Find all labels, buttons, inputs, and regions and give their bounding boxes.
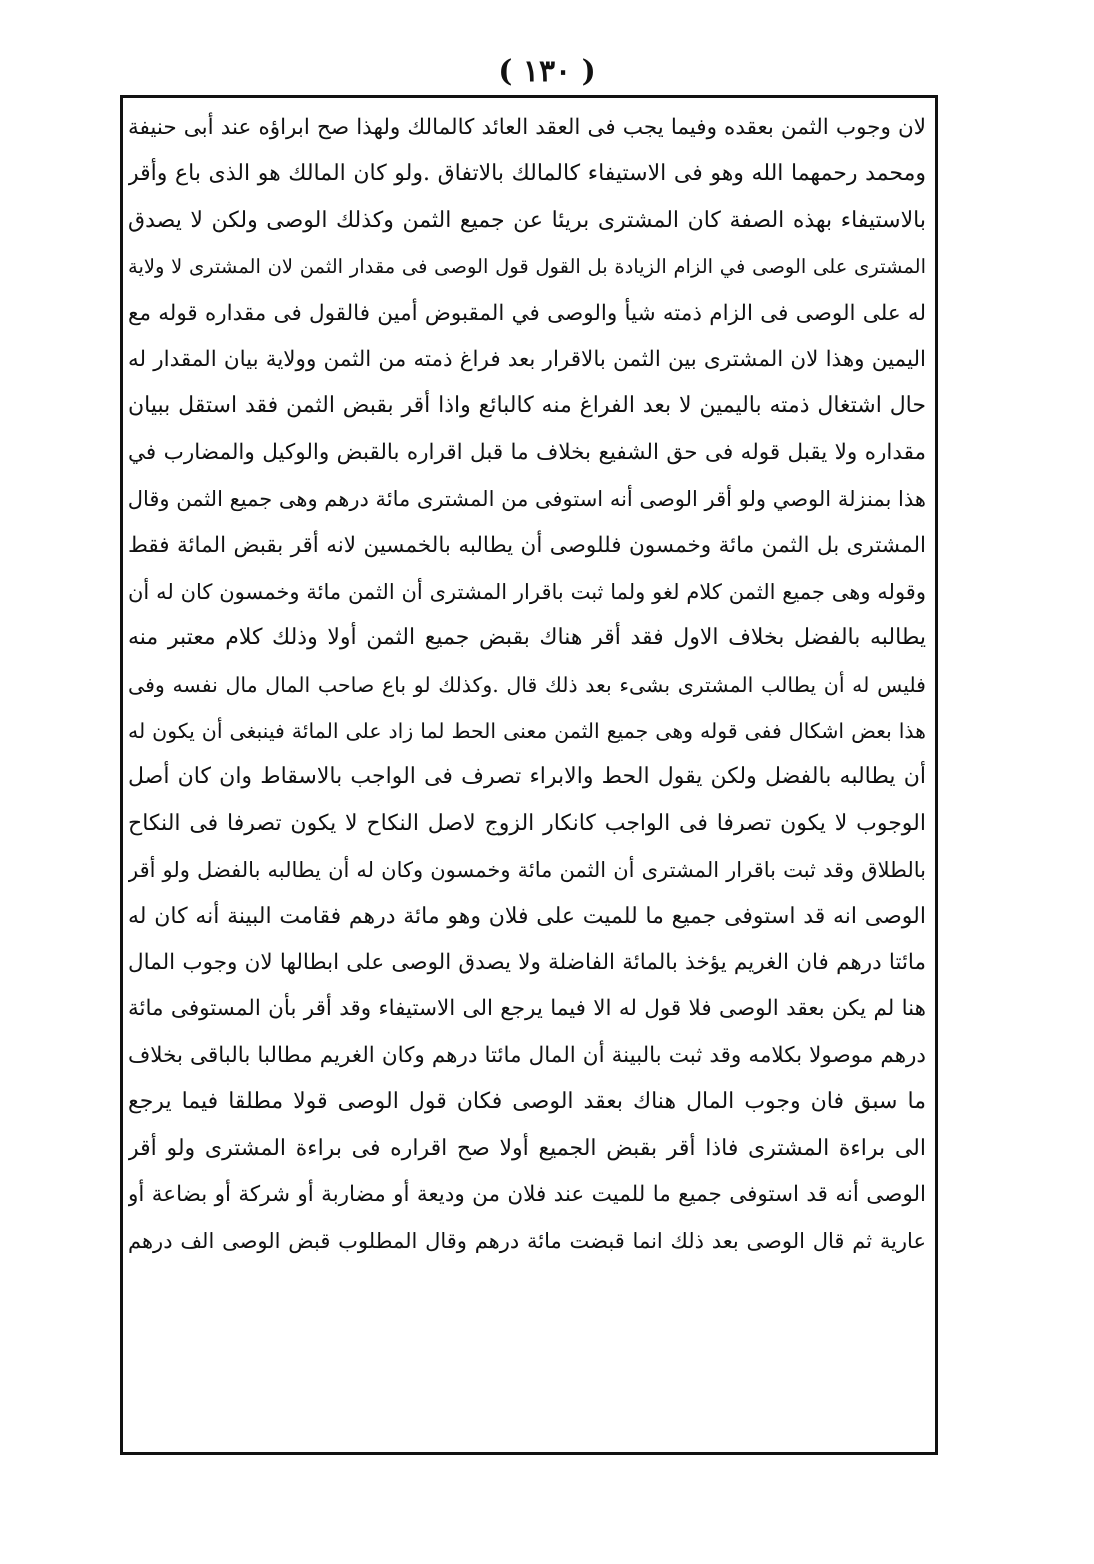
text-line: اليمين وهذا لان المشترى بين الثمن بالاقرار بعد فراغ ذمته من الثمن وولاية بيان المقدار له — [128, 346, 926, 372]
text-line: يطالبه بالفضل بخلاف الاول فقد أقر هناك بقبض جميع الثمن أولا وذلك كلام معتبر منه — [128, 625, 926, 651]
text-line: فليس له أن يطالب المشترى بشىء بعد ذلك قال .وكذلك لو باع صاحب المال مال نفسه وفى — [128, 672, 926, 697]
text-line: بالاستيفاء بهذه الصفة كان المشترى بريئا عن جميع الثمن وكذلك الوصى ولكن لا يصدق — [128, 207, 926, 233]
text-line: الوصى انه قد استوفى جميع ما للميت على فلان وهو مائة درهم فقامت البينة أنه كان له — [128, 903, 926, 929]
text-line: مائتا درهم فان الغريم يؤخذ بالمائة الفاضلة ولا يصدق الوصى على ابطالها لان وجوب المال — [128, 950, 926, 976]
text-line: عارية ثم قال الوصى بعد ذلك انما قبضت مائة درهم وقال المطلوب قبض الوصى الف درهم — [128, 1229, 926, 1254]
text-line: وقوله وهى جميع الثمن كلام لغو ولما ثبت باقرار المشترى أن الثمن مائة وخمسون كان له أن — [128, 579, 926, 604]
text-line: درهم موصولا بكلامه وقد ثبت بالبينة أن المال مائتا درهم وكان الغريم مطالبا بالباقى بخلاف — [128, 1042, 926, 1068]
text-line: الى براءة المشترى فاذا أقر بقبض الجميع أولا صح اقراره فى براءة المشترى ولو أقر — [128, 1135, 926, 1161]
text-line: لان وجوب الثمن بعقده وفيما يجب فى العقد العائد كالمالك ولهذا صح ابراؤه عند أبى حنيفة — [128, 115, 926, 140]
text-line: المشترى بل الثمن مائة وخمسون فللوصى أن يطالبه بالخمسين لانه أقر بقبض المائة فقط — [128, 532, 926, 558]
text-line: له على الوصى فى الزام ذمته شيأ والوصى في المقبوض أمين فالقول فى مقداره قوله مع — [128, 300, 926, 326]
text-line: هنا لم يكن بعقد الوصى فلا قول له الا فيما يرجع الى الاستيفاء وقد أقر بأن المستوفى مائة — [128, 996, 926, 1022]
text-line: حال اشتغال ذمته باليمين لا بعد الفراغ منه كالبائع واذا أقر بقبض الثمن فقد استقل ببيان — [128, 393, 926, 419]
text-body — [128, 105, 926, 1265]
text-line: هذا بعض اشكال ففى قوله وهى جميع الثمن معنى الحط لما زاد على المائة فينبغى أن يكون له — [128, 719, 926, 744]
text-line: هذا بمنزلة الوصي ولو أقر الوصى أنه استوفى من المشترى مائة درهم وهى جميع الثمن وقال — [128, 487, 926, 512]
page-number: ( ١٣٠ ) — [498, 54, 596, 89]
text-line: المشترى على الوصى في الزام الزيادة بل القول قول الوصى فى مقدار الثمن لان المشترى لا ولاية — [128, 255, 926, 279]
text-line: ومحمد رحمهما الله وهو فى الاستيفاء كالمالك بالاتفاق .ولو كان المالك هو الذى باع وأقر — [128, 161, 926, 187]
text-line: بالطلاق وقد ثبت باقرار المشترى أن الثمن مائة وخمسون وكان له أن يطالبه بالفضل ولو أقر — [128, 858, 926, 883]
text-line: مقداره ولا يقبل قوله فى حق الشفيع بخلاف ما قبل اقراره بالقبض والوكيل والمضارب في — [128, 439, 926, 465]
text-line: الوصى أنه قد استوفى جميع ما للميت عند فلان من وديعة أو مضاربة أو شركة أو بضاعة أو — [128, 1181, 926, 1207]
text-line: الوجوب لا يكون تصرفا فى الواجب كانكار الزوج لاصل النكاح لا يكون تصرفا فى النكاح — [128, 810, 926, 836]
text-line: أن يطالبه بالفضل ولكن يقول الحط والابراء تصرف فى الواجب بالاسقاط وان كان أصل — [128, 764, 926, 790]
text-line: ما سبق فان وجوب المال هناك بعقد الوصى فكان قول الوصى قولا مطلقا فيما يرجع — [128, 1089, 926, 1115]
